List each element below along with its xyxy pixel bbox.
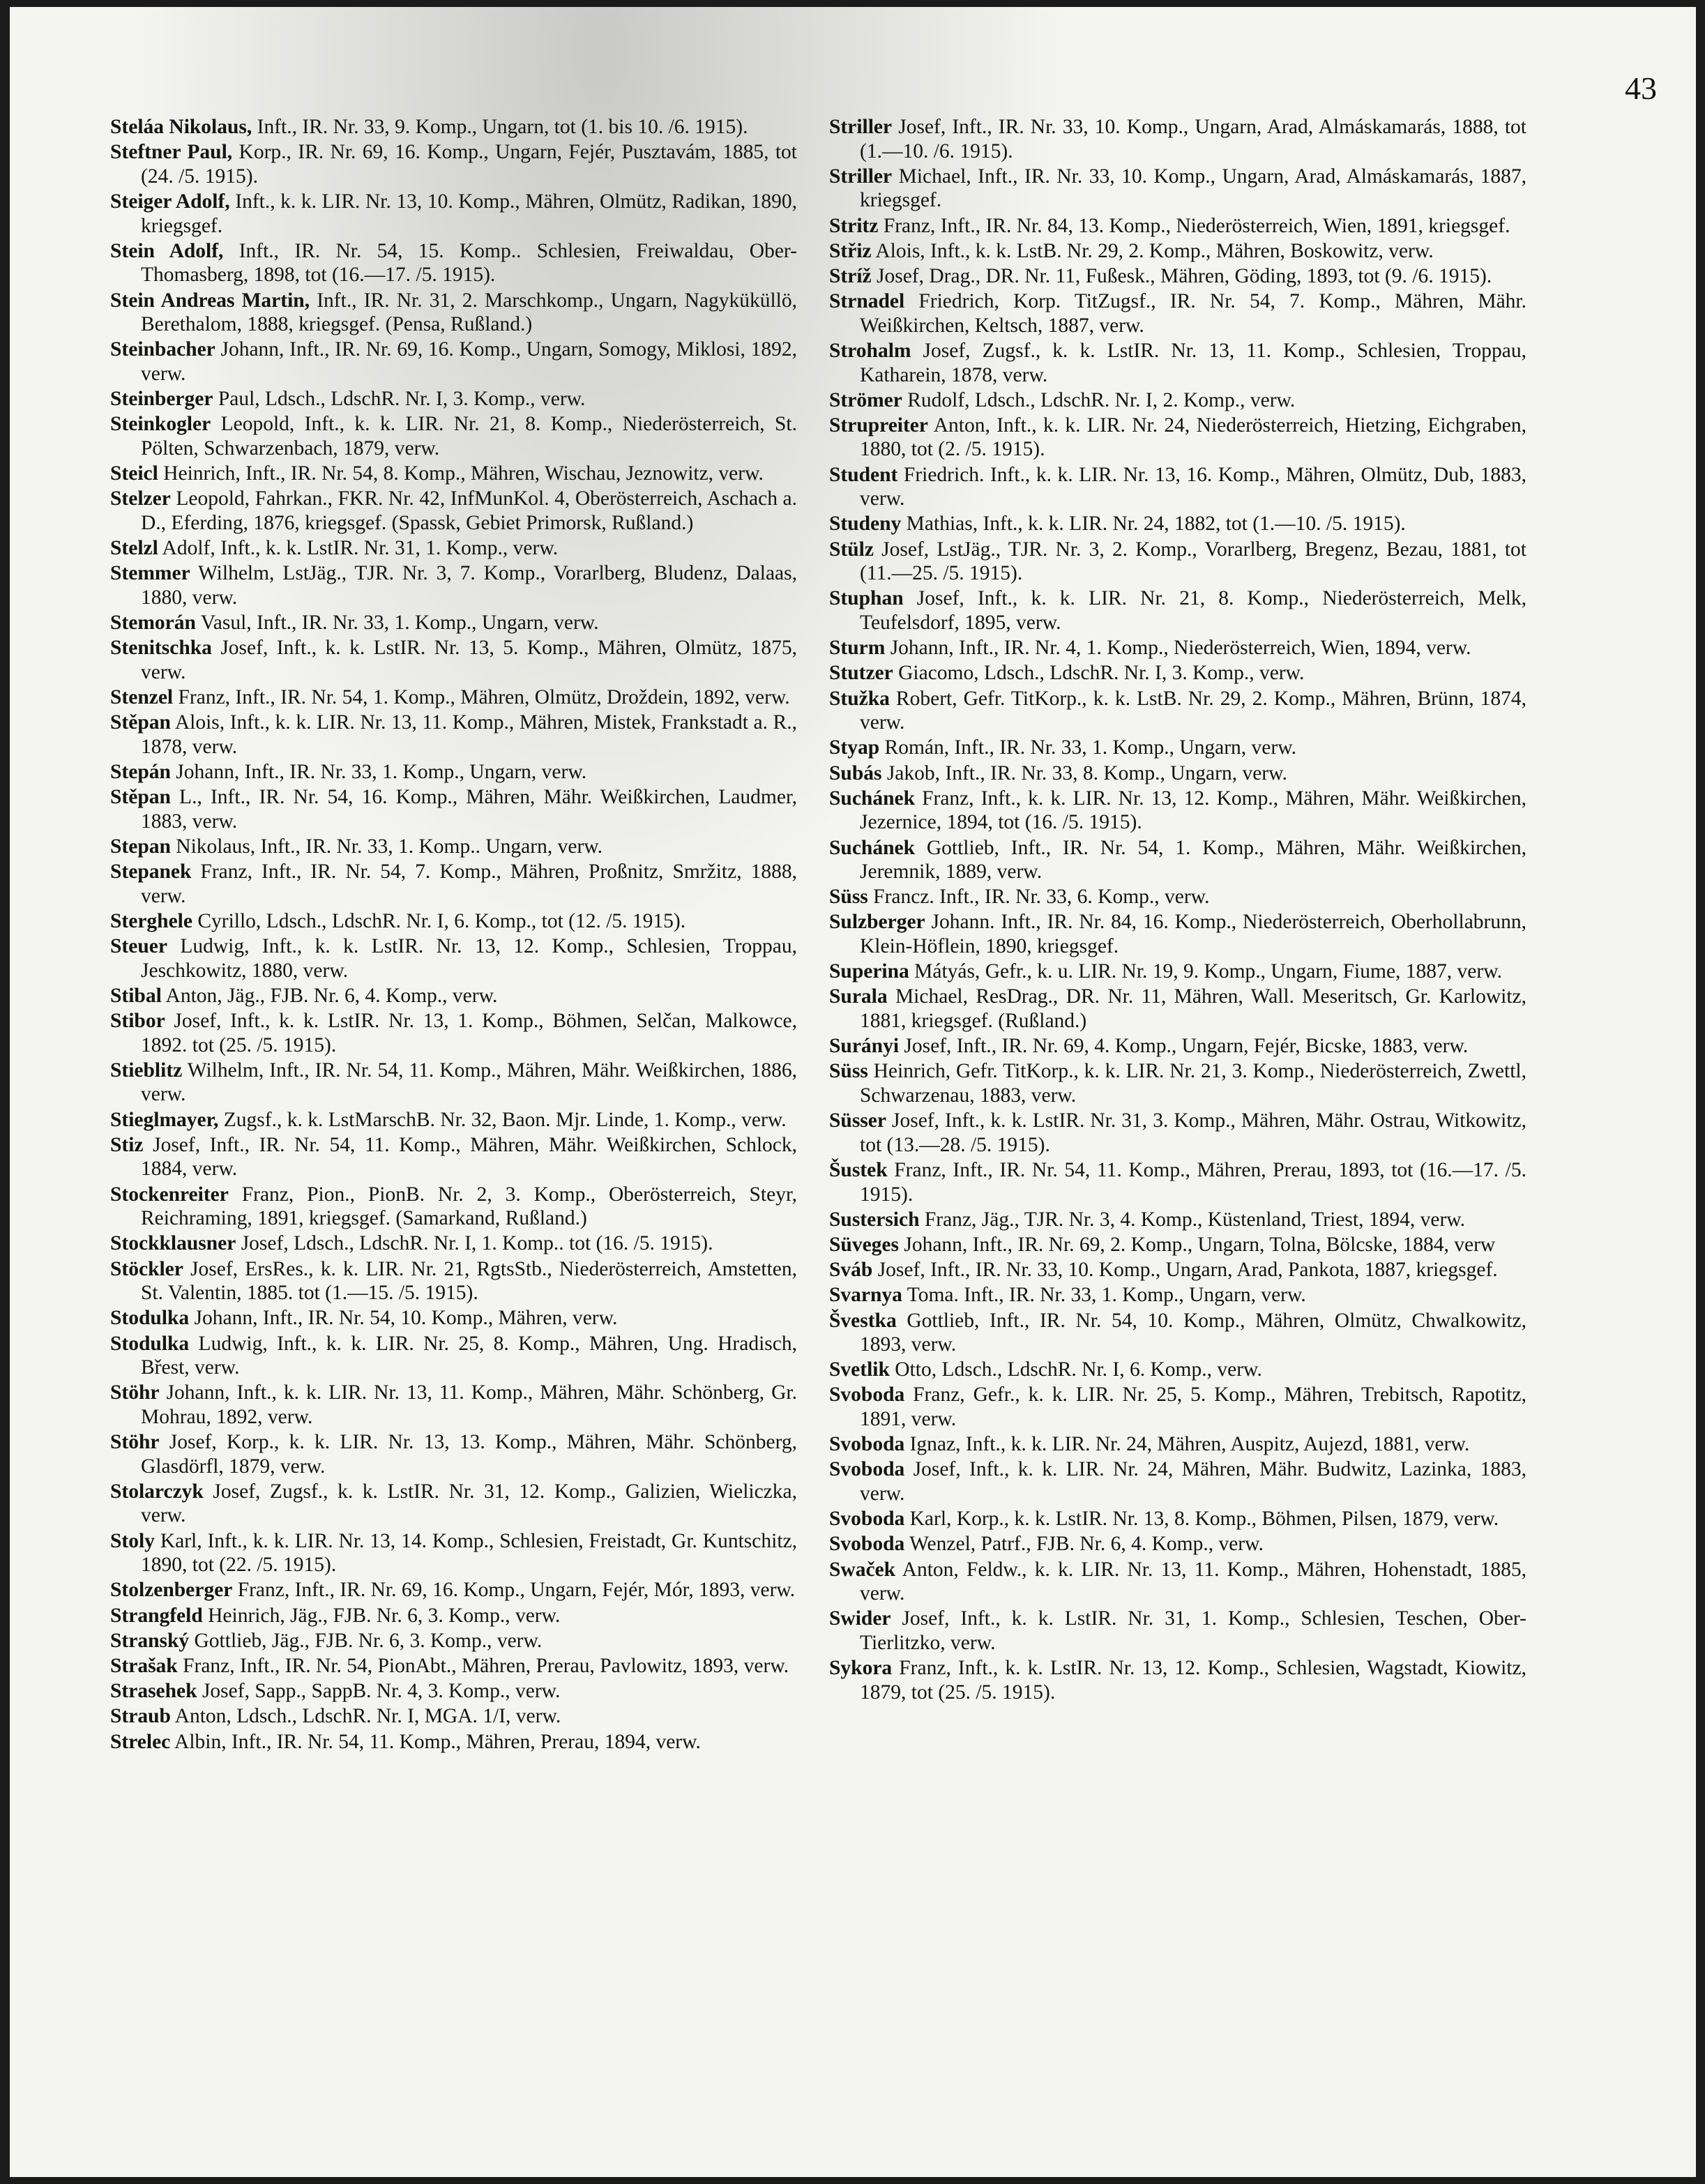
- entry-surname: Svoboda: [829, 1533, 905, 1556]
- roster-entry: [829, 985, 1526, 1033]
- roster-entry: [829, 1283, 1526, 1307]
- entry-details: Leopold, Inft., k. k. LIR. Nr. 21, 8. Komp., Niederösterreich, St. Pölten, Schwarzenbach, 1879, verw.: [141, 413, 797, 460]
- roster-entry: [110, 1604, 797, 1628]
- roster-entry: [829, 960, 1526, 984]
- roster-entry: [829, 414, 1526, 462]
- entry-surname: Steftner Paul,: [110, 141, 233, 164]
- roster-entry: [110, 387, 797, 411]
- entry-surname: Stolarczyk: [110, 1480, 204, 1503]
- roster-entry: [829, 463, 1526, 511]
- entry-details: Gottlieb, Jäg., FJB. Nr. 6, 3. Komp., verw.: [189, 1629, 543, 1652]
- entry-surname: Svoboda: [829, 1433, 905, 1456]
- roster-entry: [110, 909, 797, 934]
- roster-entry: [829, 339, 1526, 387]
- entry-details: Josef, Inft., k. k. LstIR. Nr. 31, 3. Komp., Mähren, Mähr. Ostrau, Witkowitz, tot (13.—28. /5. 1915).: [860, 1109, 1526, 1156]
- roster-entry: [829, 239, 1526, 264]
- entry-details: Josef, Inft., IR. Nr. 33, 10. Komp., Ungarn, Arad, Almáskamarás, 1888, tot (1.—10. /6. 1915).: [860, 116, 1526, 162]
- entry-details: Heinrich, Gefr. TitKorp., k. k. LIR. Nr. 21, 3. Komp., Niederösterreich, Zwettl, Schwarzenau, 1883, verw.: [860, 1060, 1526, 1107]
- entry-details: Anton, Jäg., FJB. Nr. 6, 4. Komp., verw.: [161, 984, 498, 1007]
- entry-surname: Student: [829, 463, 898, 486]
- entry-surname: Stranský: [110, 1629, 190, 1652]
- entry-details: Heinrich, Jäg., FJB. Nr. 6, 3. Komp., verw.: [202, 1604, 561, 1627]
- roster-entry: [829, 1656, 1526, 1704]
- roster-entry: [829, 214, 1526, 238]
- entry-surname: Surala: [829, 985, 888, 1008]
- entry-details: Johann, Inft., IR. Nr. 54, 10. Komp., Mähren, verw.: [189, 1307, 618, 1330]
- entry-details: Friedrich. Inft., k. k. LIR. Nr. 13, 16. Komp., Mähren, Olmütz, Dub, 1883, verw.: [860, 463, 1526, 510]
- roster-entry: [829, 1457, 1526, 1506]
- entry-details: Johann, Inft., IR. Nr. 4, 1. Komp., Niederösterreich, Wien, 1894, verw.: [885, 637, 1471, 660]
- entry-details: Anton, Feldw., k. k. LIR. Nr. 13, 11. Komp., Mähren, Hohenstadt, 1885, verw.: [860, 1558, 1526, 1605]
- roster-entry: [829, 761, 1526, 786]
- roster-entry: [829, 1309, 1526, 1357]
- entry-details: Josef, Zugsf., k. k. LstIR. Nr. 31, 12. Komp., Galizien, Wieliczka, verw.: [141, 1480, 797, 1527]
- roster-entry: [829, 1158, 1526, 1206]
- entry-surname: Suchánek: [829, 836, 915, 859]
- entry-details: Gottlieb, Inft., IR. Nr. 54, 10. Komp., Mähren, Olmütz, Chwalkowitz, 1893, verw.: [860, 1309, 1526, 1356]
- roster-entry: [110, 239, 797, 287]
- entry-surname: Styap: [829, 736, 880, 759]
- roster-entry: [829, 1059, 1526, 1107]
- entry-surname: Stieblitz: [110, 1059, 183, 1082]
- roster-entry: [110, 140, 797, 188]
- entry-details: Karl, Korp., k. k. LstIR. Nr. 13, 8. Komp., Böhmen, Pilsen, 1879, verw.: [904, 1508, 1499, 1531]
- entry-surname: Sturm: [829, 637, 886, 660]
- entry-surname: Sykora: [829, 1657, 893, 1680]
- entry-surname: Steiger Adolf,: [110, 190, 230, 213]
- roster-entry: [829, 1233, 1526, 1257]
- entry-surname: Stutzer: [829, 662, 893, 685]
- roster-entry: [110, 289, 797, 337]
- entry-details: Josef, Inft., IR. Nr. 54, 11. Komp., Mähren, Mähr. Weißkirchen, Schlock, 1884, verw.: [141, 1133, 797, 1181]
- roster-entry: [110, 1257, 797, 1305]
- entry-surname: Stodulka: [110, 1307, 190, 1330]
- entry-details: Alois, Inft., k. k. LIR. Nr. 13, 11. Komp., Mähren, Mistek, Frankstadt a. R., 1878, verw.: [141, 711, 797, 758]
- roster-entry: [829, 115, 1526, 163]
- roster-entry: [110, 1529, 797, 1577]
- entry-details: Mathias, Inft., k. k. LIR. Nr. 24, 1882, tot (1.—10. /5. 1915).: [901, 513, 1406, 536]
- entry-surname: Stepán: [110, 760, 171, 783]
- entry-details: Franz, Inft., k. k. LstIR. Nr. 13, 12. Komp., Schlesien, Wagstadt, Kiowitz, 1879, tot (25. /5. 1915).: [860, 1657, 1526, 1704]
- entry-surname: Stockklausner: [110, 1232, 236, 1255]
- roster-entry: [110, 1059, 797, 1107]
- entry-details: Franz, Jäg., TJR. Nr. 3, 4. Komp., Küstenland, Triest, 1894, verw.: [919, 1208, 1466, 1231]
- roster-entry: [110, 1133, 797, 1181]
- roster-entry: [829, 836, 1526, 884]
- entry-details: Wenzel, Patrf., FJB. Nr. 6, 4. Komp., verw.: [904, 1533, 1264, 1556]
- entry-surname: Süss: [829, 1060, 868, 1083]
- roster-entry: [829, 1358, 1526, 1382]
- entry-surname: Steinberger: [110, 388, 213, 411]
- entry-surname: Strupreiter: [829, 414, 928, 437]
- entry-details: Ludwig, Inft., k. k. LstIR. Nr. 13, 12. Komp., Schlesien, Troppau, Jeschkowitz, 1880, verw.: [141, 935, 797, 982]
- entry-details: Mátyás, Gefr., k. u. LIR. Nr. 19, 9. Komp., Ungarn, Fiume, 1887, verw.: [909, 960, 1502, 983]
- entry-details: Johann, Inft., IR. Nr. 69, 16. Komp., Ungarn, Somogy, Miklosi, 1892, verw.: [141, 338, 797, 385]
- entry-surname: Superina: [829, 960, 909, 983]
- entry-details: Josef, Inft., k. k. LstIR. Nr. 31, 1. Komp., Schlesien, Teschen, Ober-Tierlitzko, verw.: [860, 1607, 1526, 1654]
- entry-details: Josef, Inft., IR. Nr. 33, 10. Komp., Ungarn, Arad, Pankota, 1887, kriegsgef.: [872, 1259, 1498, 1282]
- entry-details: Josef, LstJäg., TJR. Nr. 3, 2. Komp., Vorarlberg, Bregenz, Bezau, 1881, tot (11.—25. /5. 1915).: [860, 538, 1526, 585]
- entry-details: Michael, Inft., IR. Nr. 33, 10. Komp., Ungarn, Arad, Almáskamarás, 1887, kriegsgef.: [860, 165, 1526, 212]
- entry-surname: Süveges: [829, 1233, 899, 1256]
- entry-details: Anton, Inft., k. k. LIR. Nr. 24, Niederösterreich, Hietzing, Eichgraben, 1880, tot (2. /5. 1915).: [860, 414, 1526, 461]
- entry-surname: Swider: [829, 1607, 891, 1630]
- entry-surname: Svoboda: [829, 1458, 905, 1481]
- roster-entry: [110, 1654, 797, 1678]
- right-column: [829, 115, 1526, 1706]
- entry-surname: Svoboda: [829, 1508, 905, 1531]
- entry-surname: Süss: [829, 886, 868, 909]
- roster-entry: [110, 1332, 797, 1380]
- entry-surname: Stoly: [110, 1529, 155, 1552]
- roster-entry: [110, 611, 797, 635]
- entry-surname: Stríž: [829, 264, 872, 287]
- entry-details: Paul, Ldsch., LdschR. Nr. I, 3. Komp., verw.: [213, 388, 586, 411]
- entry-surname: Stenzel: [110, 685, 174, 708]
- roster-entry: [110, 636, 797, 684]
- entry-surname: Strasehek: [110, 1680, 197, 1703]
- entry-details: Korp., IR. Nr. 69, 16. Komp., Ungarn, Fejér, Pusztavám, 1885, tot (24. /5. 1915).: [141, 141, 797, 188]
- entry-surname: Střiz: [829, 239, 872, 262]
- entry-surname: Studeny: [829, 513, 902, 536]
- roster-entry: [110, 462, 797, 486]
- entry-surname: Surányi: [829, 1035, 900, 1058]
- entry-surname: Stibor: [110, 1010, 165, 1033]
- roster-entry: [110, 190, 797, 238]
- entry-details: Adolf, Inft., k. k. LstIR. Nr. 31, 1. Komp., verw.: [158, 537, 559, 560]
- entry-details: L., Inft., IR. Nr. 54, 16. Komp., Mähren, Mähr. Weißkirchen, Laudmer, 1883, verw.: [141, 786, 797, 833]
- roster-entry: [110, 711, 797, 759]
- entry-details: Inft., IR. Nr. 33, 9. Komp., Ungarn, tot (1. bis 10. /6. 1915).: [252, 116, 748, 138]
- roster-entry: [829, 910, 1526, 958]
- roster-entry: [110, 934, 797, 983]
- roster-entry: [829, 1558, 1526, 1606]
- roster-entry: [829, 661, 1526, 685]
- entry-surname: Straub: [110, 1705, 171, 1728]
- entry-surname: Stužka: [829, 687, 890, 710]
- roster-entry: [110, 1679, 797, 1704]
- entry-surname: Stepan: [110, 835, 171, 858]
- entry-details: Josef, Zugsf., k. k. LstIR. Nr. 13, 11. Komp., Schlesien, Troppau, Katharein, 1878, verw.: [860, 339, 1526, 386]
- entry-surname: Sulzberger: [829, 911, 925, 934]
- entry-details: Franz, Inft., k. k. LIR. Nr. 13, 12. Komp., Mähren, Mähr. Weißkirchen, Jezernice, 1894, tot (16. /5. 1915).: [860, 787, 1526, 834]
- entry-details: Alois, Inft., k. k. LstB. Nr. 29, 2. Komp., Mähren, Boskowitz, verw.: [871, 239, 1434, 262]
- roster-entry: [829, 264, 1526, 289]
- entry-details: Cyrillo, Ldsch., LdschR. Nr. I, 6. Komp., tot (12. /5. 1915).: [192, 909, 686, 932]
- entry-details: Giacomo, Ldsch., LdschR. Nr. I, 3. Komp., verw.: [893, 662, 1305, 685]
- entry-details: Toma. Inft., IR. Nr. 33, 1. Komp., Ungarn, verw.: [902, 1284, 1306, 1307]
- roster-entry: [110, 1231, 797, 1256]
- roster-entry: [829, 512, 1526, 536]
- entry-details: Inft., IR. Nr. 54, 15. Komp.. Schlesien, Freiwaldau, Ober-Thomasberg, 1898, tot (16.—17. /5. 1915).: [141, 239, 797, 287]
- roster-entry: [829, 1432, 1526, 1457]
- entry-details: Franz, Inft., IR. Nr. 69, 16. Komp., Ungarn, Fejér, Mór, 1893, verw.: [232, 1579, 796, 1602]
- entry-details: Heinrich, Inft., IR. Nr. 54, 8. Komp., Mähren, Wischau, Jeznowitz, verw.: [158, 462, 764, 485]
- entry-details: Josef, Inft., IR. Nr. 69, 4. Komp., Ungarn, Fejér, Bicske, 1883, verw.: [899, 1035, 1469, 1058]
- entry-details: Karl, Inft., k. k. LIR. Nr. 13, 14. Komp., Schlesien, Freistadt, Gr. Kuntschitz, 1890, tot (22. /5. 1915).: [141, 1529, 797, 1577]
- roster-entry: [829, 636, 1526, 660]
- entry-surname: Strangfeld: [110, 1604, 203, 1627]
- roster-entry: [829, 538, 1526, 586]
- entry-details: Leopold, Fahrkan., FKR. Nr. 42, InfMunKol. 4, Oberösterreich, Aschach a. D., Eferding, 1876, kriegsgef. (Spassk, Gebiet Primorsk, Rußland.): [141, 487, 797, 534]
- entry-details: Franz, Pion., PionB. Nr. 2, 3. Komp., Oberösterreich, Steyr, Reichraming, 1891, kriegsgef. (Samarkand, Rußland.): [141, 1183, 797, 1230]
- entry-surname: Steinbacher: [110, 338, 215, 361]
- roster-entry: [829, 289, 1526, 338]
- entry-surname: Steinkogler: [110, 413, 211, 436]
- entry-details: Francz. Inft., IR. Nr. 33, 6. Komp., verw.: [867, 886, 1210, 909]
- entry-surname: Stein Adolf,: [110, 239, 224, 262]
- scanned-page: [10, 7, 1696, 2177]
- roster-entry: [829, 1034, 1526, 1059]
- entry-surname: Stöhr: [110, 1381, 160, 1404]
- entry-details: Román, Inft., IR. Nr. 33, 1. Komp., Ungarn, verw.: [879, 736, 1296, 759]
- roster-entry: [110, 1183, 797, 1231]
- entry-details: Rudolf, Ldsch., LdschR. Nr. I, 2. Komp., verw.: [902, 388, 1296, 411]
- entry-surname: Stolzenberger: [110, 1579, 233, 1602]
- entry-details: Johann, Inft., IR. Nr. 33, 1. Komp., Ungarn, verw.: [170, 760, 587, 783]
- entry-surname: Stěpan: [110, 786, 171, 809]
- entry-surname: Strelec: [110, 1730, 171, 1753]
- roster-entry: [829, 1507, 1526, 1531]
- entry-surname: Stöckler: [110, 1257, 183, 1280]
- roster-entry: [110, 1730, 797, 1754]
- entry-surname: Šustek: [829, 1158, 888, 1181]
- roster-entry: [829, 787, 1526, 835]
- roster-entry: [110, 1108, 797, 1132]
- roster-entry: [110, 115, 797, 139]
- entry-surname: Stenitschka: [110, 637, 212, 660]
- entry-details: Otto, Ldsch., LdschR. Nr. I, 6. Komp., verw.: [889, 1358, 1262, 1381]
- entry-details: Michael, ResDrag., DR. Nr. 11, Mähren, Wall. Meseritsch, Gr. Karlowitz, 1881, kriegsgef. (Rußland.): [860, 985, 1526, 1033]
- entry-details: Franz, Gefr., k. k. LIR. Nr. 25, 5. Komp., Mähren, Trebitsch, Rapotitz, 1891, verw.: [860, 1383, 1526, 1431]
- entry-surname: Strohalm: [829, 339, 911, 362]
- roster-entry: [110, 1480, 797, 1528]
- entry-details: Josef, Inft., k. k. LIR. Nr. 24, Mähren, Mähr. Budwitz, Lazinka, 1883, verw.: [860, 1458, 1526, 1506]
- entry-details: Johann. Inft., IR. Nr. 84, 16. Komp., Niederösterreich, Oberhollabrunn, Klein-Höflein, 1890, kriegsgef.: [860, 911, 1526, 958]
- roster-entry: [110, 1381, 797, 1429]
- entry-surname: Stepanek: [110, 860, 192, 884]
- roster-entry: [110, 860, 797, 908]
- entry-details: Josef, Ldsch., LdschR. Nr. I, 1. Komp.. tot (16. /5. 1915).: [236, 1232, 713, 1255]
- entry-surname: Švestka: [829, 1309, 897, 1332]
- entry-surname: Stieglmayer,: [110, 1108, 219, 1131]
- entry-details: Franz, Inft., IR. Nr. 84, 13. Komp., Niederösterreich, Wien, 1891, kriegsgef.: [878, 214, 1510, 237]
- roster-entry: [110, 1009, 797, 1057]
- entry-details: Franz, Inft., IR. Nr. 54, PionAbt., Mähren, Prerau, Pavlowitz, 1893, verw.: [177, 1654, 789, 1677]
- entry-details: Jakob, Inft., IR. Nr. 33, 8. Komp., Ungarn, verw.: [881, 761, 1287, 784]
- roster-entry: [829, 736, 1526, 760]
- entry-details: Josef, Inft., k. k. LIR. Nr. 21, 8. Komp., Niederösterreich, Melk, Teufelsdorf, 1895, verw.: [860, 587, 1526, 634]
- entry-surname: Strnadel: [829, 290, 905, 313]
- entry-details: Josef, Inft., k. k. LstIR. Nr. 13, 1. Komp., Böhmen, Selčan, Malkowce, 1892. tot (25. /5. 1915).: [141, 1010, 797, 1056]
- entry-surname: Strömer: [829, 388, 902, 411]
- entry-surname: Stěpan: [110, 711, 171, 734]
- entry-surname: Subás: [829, 761, 882, 784]
- entry-details: Friedrich, Korp. TitZugsf., IR. Nr. 54, 7. Komp., Mähren, Mähr. Weißkirchen, Keltsch, 1887, verw.: [860, 290, 1526, 337]
- roster-entry: [829, 885, 1526, 909]
- entry-surname: Svoboda: [829, 1383, 905, 1406]
- roster-entry: [110, 785, 797, 833]
- roster-entry: [829, 1258, 1526, 1282]
- entry-surname: Stuphan: [829, 587, 904, 610]
- roster-entry: [829, 1383, 1526, 1431]
- entry-details: Albin, Inft., IR. Nr. 54, 11. Komp., Mähren, Prerau, 1894, verw.: [170, 1730, 701, 1753]
- entry-surname: Süsser: [829, 1109, 886, 1132]
- entry-surname: Striller: [829, 165, 893, 188]
- entry-surname: Sustersich: [829, 1208, 920, 1231]
- entry-details: Inft., IR. Nr. 31, 2. Marschkomp., Ungarn, Nagyküküllö, Berethalom, 1888, kriegsgef. (Pensa, Rußland.): [141, 289, 797, 336]
- entry-details: Franz, Inft., IR. Nr. 54, 7. Komp., Mähren, Proßnitz, Smržitz, 1888, verw.: [141, 860, 797, 907]
- roster-entry: [110, 1704, 797, 1729]
- entry-details: Johann, Inft., IR. Nr. 69, 2. Komp., Ungarn, Tolna, Bölcske, 1884, verw: [898, 1233, 1496, 1256]
- entry-details: Josef, Sapp., SappB. Nr. 4, 3. Komp., verw.: [197, 1680, 561, 1703]
- entry-surname: Stibal: [110, 984, 162, 1007]
- entry-details: Robert, Gefr. TitKorp., k. k. LstB. Nr. 29, 2. Komp., Mähren, Brünn, 1874, verw.: [860, 687, 1526, 734]
- roster-entry: [110, 1629, 797, 1653]
- entry-details: Franz, Inft., IR. Nr. 54, 1. Komp., Mähren, Olmütz, Droždein, 1892, verw.: [173, 685, 790, 708]
- entry-details: Zugsf., k. k. LstMarschB. Nr. 32, Baon. Mjr. Linde, 1. Komp., verw.: [218, 1108, 787, 1131]
- roster-entry: [110, 536, 797, 561]
- entry-surname: Stöhr: [110, 1431, 160, 1454]
- entry-details: Anton, Ldsch., LdschR. Nr. I, MGA. 1/I, verw.: [170, 1705, 561, 1728]
- entry-details: Ludwig, Inft., k. k. LIR. Nr. 25, 8. Komp., Mähren, Ung. Hradisch, Břest, verw.: [141, 1332, 797, 1379]
- roster-entry: [829, 586, 1526, 635]
- roster-entry: [110, 338, 797, 386]
- entry-surname: Stelzl: [110, 537, 158, 560]
- roster-entry: [110, 685, 797, 710]
- roster-entry: [829, 165, 1526, 213]
- entry-details: Nikolaus, Inft., IR. Nr. 33, 1. Komp.. Ungarn, verw.: [170, 835, 603, 858]
- roster-entry: [110, 412, 797, 460]
- entry-details: Franz, Inft., IR. Nr. 54, 11. Komp., Mähren, Prerau, 1893, tot (16.—17. /5. 1915).: [860, 1158, 1526, 1206]
- roster-entry: [829, 1109, 1526, 1157]
- entry-details: Inft., k. k. LIR. Nr. 13, 10. Komp., Mähren, Olmütz, Radikan, 1890, kriegsgef.: [141, 190, 798, 237]
- roster-entry: [110, 1306, 797, 1330]
- entry-surname: Steicl: [110, 462, 158, 485]
- entry-surname: Stritz: [829, 214, 879, 237]
- entry-details: Gottlieb, Inft., IR. Nr. 54, 1. Komp., Mähren, Mähr. Weißkirchen, Jeremnik, 1889, verw.: [860, 836, 1526, 884]
- entry-surname: Stockenreiter: [110, 1183, 229, 1206]
- entry-details: Josef, Inft., k. k. LstIR. Nr. 13, 5. Komp., Mähren, Olmütz, 1875, verw.: [141, 637, 797, 683]
- entry-details: Josef, Drag., DR. Nr. 11, Fußesk., Mähren, Göding, 1893, tot (9. /6. 1915).: [871, 264, 1492, 287]
- entry-surname: Suchánek: [829, 787, 915, 810]
- entry-surname: Stelzer: [110, 487, 171, 510]
- entry-details: Josef, ErsRes., k. k. LIR. Nr. 21, RgtsStb., Niederösterreich, Amstetten, St. Valentin, 1885. tot (1.—15. /5. 1915).: [141, 1257, 797, 1305]
- roster-entry: [110, 561, 797, 609]
- entry-surname: Svetlik: [829, 1358, 890, 1381]
- entry-surname: Stülz: [829, 538, 874, 561]
- entry-details: Ignaz, Inft., k. k. LIR. Nr. 24, Mähren, Auspitz, Aujezd, 1881, verw.: [904, 1433, 1470, 1456]
- roster-entry: [110, 835, 797, 859]
- roster-entry: [829, 1607, 1526, 1655]
- roster-entry: [110, 487, 797, 535]
- roster-entry: [110, 760, 797, 784]
- entry-surname: Stiz: [110, 1133, 144, 1156]
- entry-surname: Stemmer: [110, 562, 190, 585]
- entry-surname: Sváb: [829, 1259, 873, 1282]
- entry-surname: Striller: [829, 116, 893, 138]
- roster-entry: [829, 1532, 1526, 1556]
- entry-details: Johann, Inft., k. k. LIR. Nr. 13, 11. Komp., Mähren, Mähr. Schönberg, Gr. Mohrau, 1892, verw.: [141, 1381, 797, 1428]
- roster-entry: [829, 687, 1526, 735]
- entry-surname: Strašak: [110, 1654, 178, 1677]
- page-number: 43: [1625, 70, 1657, 106]
- entry-surname: Stein Andreas Martin,: [110, 289, 310, 312]
- roster-entry: [110, 984, 797, 1008]
- entry-surname: Stodulka: [110, 1332, 190, 1355]
- entry-details: Wilhelm, LstJäg., TJR. Nr. 3, 7. Komp., Vorarlberg, Bludenz, Dalaas, 1880, verw.: [141, 562, 797, 609]
- entry-surname: Steuer: [110, 935, 167, 958]
- roster-entry: [110, 1430, 797, 1478]
- roster-entry: [110, 1578, 797, 1602]
- entry-surname: Swaček: [829, 1558, 896, 1581]
- entry-surname: Stemorán: [110, 612, 196, 634]
- roster-entry: [829, 388, 1526, 413]
- roster-entry: [829, 1208, 1526, 1232]
- left-column: [110, 115, 797, 1755]
- entry-surname: Sterghele: [110, 909, 192, 932]
- entry-details: Josef, Korp., k. k. LIR. Nr. 13, 13. Komp., Mähren, Mähr. Schönberg, Glasdörfl, 1879, verw.: [141, 1431, 797, 1478]
- entry-surname: Svarnya: [829, 1284, 902, 1307]
- entry-details: Vasul, Inft., IR. Nr. 33, 1. Komp., Ungarn, verw.: [195, 612, 599, 634]
- entry-surname: Steláa Nikolaus,: [110, 116, 252, 138]
- entry-details: Wilhelm, Inft., IR. Nr. 54, 11. Komp., Mähren, Mähr. Weißkirchen, 1886, verw.: [141, 1059, 797, 1106]
